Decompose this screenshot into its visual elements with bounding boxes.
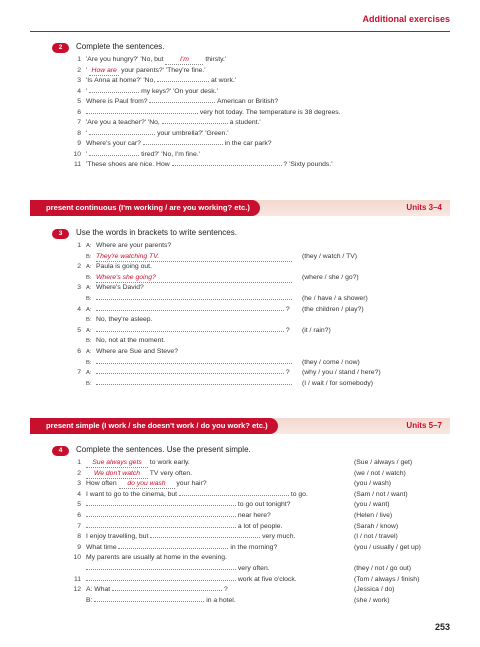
dialogue-line	[70, 262, 152, 271]
answer-blank[interactable]	[86, 564, 236, 570]
sentence-text: 'Is Anna at home?' 'No,	[86, 77, 158, 84]
item-number: 1	[77, 242, 81, 249]
sentence-line	[70, 479, 207, 488]
filled-answer: do you wash	[119, 480, 175, 489]
sentence-text: your hair?	[174, 480, 207, 488]
prompt-hint: (Sam / not / want)	[354, 490, 408, 498]
sentence-text: A: What	[86, 586, 113, 594]
dialogue-line	[70, 368, 290, 377]
sentence-text: My parents are usually at home in the evening.	[86, 554, 227, 562]
sentence-line	[70, 500, 290, 509]
sentence-line	[70, 108, 341, 117]
dialogue-line	[70, 305, 290, 314]
prompt-hint: (I / not / travel)	[354, 533, 398, 541]
sentence-text: work at five o'clock.	[236, 575, 297, 583]
speaker-label: B:	[86, 338, 92, 345]
item-number: 5	[77, 98, 81, 105]
sentence-text: I enjoy travelling, but	[86, 533, 151, 541]
sentence-line	[70, 522, 282, 531]
exercise-3-number: 3	[52, 229, 69, 239]
sentence-text: your umbrella?' 'Green.'	[155, 129, 229, 137]
sentence-text: '	[86, 129, 90, 137]
section-title: present continuous (I'm working / are you working? etc.)	[30, 200, 260, 216]
prompt-hint: (Sarah / know)	[354, 522, 399, 530]
question-mark: ?	[284, 369, 290, 377]
prompt-hint: (you / want)	[354, 501, 390, 509]
item-number: 4	[77, 87, 81, 95]
section-title: present simple (I work / she doesn't work / do you work? etc.)	[30, 418, 278, 434]
sentence-line	[70, 543, 277, 552]
dialogue-text: Paula is going out.	[96, 263, 152, 271]
dialogue-line	[70, 315, 152, 324]
item-number: 7	[77, 369, 81, 377]
item-number: 12	[73, 586, 81, 594]
item-number: 5	[77, 326, 81, 334]
dialogue-text: No, they're asleep.	[96, 316, 153, 324]
sentence-line	[70, 150, 200, 159]
item-number: 5	[77, 501, 81, 509]
dialogue-text: No, not at the moment.	[96, 337, 166, 345]
item-number: 4	[77, 490, 81, 498]
item-number: 4	[77, 305, 81, 313]
sentence-text: my keys?' 'On your desk.'	[139, 87, 218, 95]
sentence-text: to go.	[288, 490, 308, 498]
sentence-line	[70, 532, 295, 541]
exercise-2-number: 2	[52, 43, 69, 53]
answer-blank[interactable]	[86, 575, 236, 581]
prompt-hint: (it / rain?)	[302, 326, 331, 334]
item-number: 9	[77, 543, 81, 551]
speaker-label: A:	[86, 349, 92, 355]
item-number: 9	[77, 140, 81, 147]
sentence-line	[70, 596, 236, 605]
prompt-hint: (she / work)	[354, 596, 390, 604]
sentence-text: your parents?' 'They're fine.'	[119, 66, 206, 74]
prompt-hint: (the children / play?)	[302, 305, 364, 313]
filled-answer: They're watching TV.	[96, 253, 292, 262]
answer-blank[interactable]	[149, 97, 215, 103]
speaker-label: A:	[86, 285, 92, 292]
answer-blank[interactable]	[86, 511, 236, 517]
item-number: 10	[73, 554, 81, 562]
item-number: 2	[77, 263, 81, 271]
speaker-label: B:	[86, 253, 92, 260]
answer-blank[interactable]	[112, 585, 222, 591]
sentence-line	[70, 97, 278, 106]
dialogue-line	[70, 283, 144, 292]
sentence-line	[70, 129, 229, 138]
sentence-line	[70, 553, 227, 562]
item-number: 1	[77, 56, 81, 63]
section-bar-present-continuous	[30, 200, 450, 216]
speaker-label: B:	[86, 317, 92, 324]
answer-blank[interactable]	[89, 87, 139, 93]
answer-blank[interactable]	[172, 160, 282, 166]
sentence-line	[70, 585, 228, 594]
sentence-text: Where's your car?	[86, 140, 143, 147]
item-number: 6	[77, 512, 81, 519]
answer-blank[interactable]	[96, 294, 292, 300]
item-number: 8	[77, 129, 81, 137]
sentence-text: Where is Paul from?	[86, 98, 150, 105]
dialogue-line	[70, 379, 292, 388]
prompt-hint: (I / wait / for somebody)	[302, 379, 374, 387]
dialogue-line	[70, 358, 292, 367]
prompt-hint: (why / you / stand / here?)	[302, 369, 381, 377]
answer-blank[interactable]	[118, 543, 228, 549]
sentence-text: 'These shoes are nice. How	[86, 161, 172, 168]
exercise-3-instruction: Use the words in brackets to write sentences.	[76, 228, 237, 237]
exercise-4-number: 4	[52, 446, 69, 456]
section-units: Units 3–4	[406, 203, 442, 212]
sentence-line	[70, 564, 270, 573]
speaker-label: B:	[86, 296, 92, 302]
dialogue-line	[70, 326, 290, 335]
prompt-hint: (Helen / live)	[354, 512, 393, 519]
filled-answer: We don't watch	[86, 470, 148, 479]
sentence-line	[70, 87, 218, 96]
sentence-text: '	[86, 87, 90, 95]
exercise-4-instruction: Complete the sentences. Use the present simple.	[76, 445, 251, 454]
answer-blank[interactable]	[96, 358, 292, 364]
exercise-2-instruction: Complete the sentences.	[76, 42, 165, 51]
header-rule	[30, 31, 450, 32]
item-number: 6	[77, 348, 81, 355]
sentence-text: '	[86, 150, 90, 158]
item-number: 2	[77, 469, 81, 477]
answer-blank[interactable]	[162, 118, 228, 124]
filled-answer: How are	[89, 67, 119, 76]
answer-blank[interactable]	[157, 76, 209, 82]
sentence-text: ?	[222, 586, 228, 594]
sentence-text: What time	[86, 543, 119, 551]
speaker-label: B:	[86, 359, 92, 366]
sentence-text: in the morning?	[228, 543, 278, 551]
prompt-hint: (they / come / now)	[302, 358, 360, 366]
page-number: 253	[434, 622, 450, 632]
answer-blank[interactable]	[86, 108, 198, 114]
dialogue-text: Where's David?	[96, 284, 144, 292]
section-bar-present-simple	[30, 418, 450, 434]
sentence-text: very hot today. The temperature is 38 degrees.	[198, 108, 341, 116]
answer-blank[interactable]	[89, 129, 155, 135]
sentence-line	[70, 76, 236, 85]
dialogue-line	[70, 347, 178, 356]
prompt-hint: (they / watch / TV)	[302, 252, 358, 260]
dialogue-line	[70, 273, 292, 282]
sentence-text: at work.'	[209, 77, 237, 84]
prompt-hint: (Sue / always / get)	[354, 459, 413, 466]
item-number: 3	[77, 77, 81, 84]
sentence-text: near here?	[236, 512, 271, 519]
sentence-text: to work early.	[148, 459, 190, 466]
answer-blank[interactable]	[86, 500, 236, 506]
answer-blank[interactable]	[96, 368, 284, 374]
answer-blank[interactable]	[179, 490, 289, 496]
speaker-label: A:	[86, 306, 92, 313]
filled-answer: I'm	[165, 56, 203, 65]
item-number: 3	[77, 284, 81, 292]
speaker-label: B:	[86, 380, 92, 387]
answer-blank[interactable]	[94, 596, 204, 602]
sentence-text: B:	[86, 596, 95, 604]
speaker-label: A:	[86, 243, 92, 249]
sentence-line	[70, 458, 190, 467]
question-mark: ?	[284, 305, 290, 313]
item-number: 7	[77, 119, 81, 126]
prompt-hint: (where / she / go?)	[302, 273, 359, 281]
sentence-line	[70, 160, 333, 169]
dialogue-text: Where are your parents?	[96, 242, 172, 249]
answer-blank[interactable]	[143, 139, 223, 145]
sentence-text: American or British?	[215, 98, 279, 105]
sentence-text: very often.	[236, 565, 270, 572]
prompt-hint: (you / wash)	[354, 480, 392, 488]
sentence-line	[70, 139, 272, 148]
answer-blank[interactable]	[89, 150, 139, 156]
speaker-label: A:	[86, 264, 92, 271]
dialogue-line	[70, 252, 292, 261]
item-number: 10	[73, 150, 81, 158]
filled-answer: Sue always gets	[86, 459, 148, 468]
sentence-line	[70, 490, 308, 499]
sentence-text: 'Are you a teacher?' 'No,	[86, 119, 162, 126]
sentence-text: tired?' 'No, I'm fine.'	[139, 150, 200, 158]
sentence-text: thirsty.'	[203, 56, 227, 63]
prompt-hint: (Jessica / do)	[354, 586, 395, 594]
sentence-line	[70, 55, 226, 64]
item-number: 11	[73, 575, 81, 583]
sentence-text: in a hotel.	[204, 596, 236, 604]
dialogue-line	[70, 241, 171, 250]
answer-blank[interactable]	[96, 379, 292, 385]
sentence-text: How often	[86, 480, 119, 488]
sentence-text: a lot of people.	[236, 522, 283, 530]
answer-blank[interactable]	[96, 305, 284, 311]
sentence-text: '	[86, 66, 90, 74]
item-number: 2	[77, 66, 81, 74]
answer-blank[interactable]	[150, 532, 260, 538]
sentence-line	[70, 511, 271, 520]
sentence-text: ? 'Sixty pounds.'	[281, 161, 333, 168]
sentence-text: very much.	[260, 533, 296, 541]
dialogue-line	[70, 336, 165, 345]
filled-answer: Where's she going?	[96, 274, 292, 283]
answer-blank[interactable]	[96, 326, 284, 332]
question-mark: ?	[284, 326, 290, 334]
item-number: 11	[73, 161, 81, 168]
item-number: 8	[77, 533, 81, 541]
sentence-text: I want to go to the cinema, but	[86, 490, 179, 498]
prompt-hint: (we / not / watch)	[354, 469, 406, 477]
sentence-line	[70, 66, 206, 75]
sentence-text: to go out tonight?	[236, 501, 291, 509]
sentence-text: TV very often.	[148, 469, 193, 477]
sentence-line	[70, 575, 297, 584]
sentence-text: a student.'	[227, 119, 261, 126]
sentence-line	[70, 118, 261, 127]
item-number: 7	[77, 522, 81, 530]
prompt-hint: (Tom / always / finish)	[354, 575, 420, 583]
sentence-text: in the car park?	[222, 140, 272, 147]
header-title: Additional exercises	[362, 14, 450, 24]
answer-blank[interactable]	[86, 522, 236, 528]
section-units: Units 5–7	[406, 421, 442, 430]
sentence-text: 'Are you hungry?' 'No, but	[86, 56, 166, 63]
dialogue-line	[70, 294, 292, 303]
speaker-label: A:	[86, 327, 92, 334]
item-number: 3	[77, 480, 81, 488]
prompt-hint: (you / usually / get up)	[354, 543, 421, 551]
prompt-hint: (he / have / a shower)	[302, 295, 368, 302]
dialogue-text: Where are Sue and Steve?	[96, 348, 178, 355]
speaker-label: B:	[86, 274, 92, 281]
item-number: 1	[77, 459, 81, 466]
prompt-hint: (they / not / go out)	[354, 565, 412, 572]
sentence-line	[70, 469, 192, 478]
speaker-label: A:	[86, 370, 92, 377]
item-number: 6	[77, 108, 81, 116]
